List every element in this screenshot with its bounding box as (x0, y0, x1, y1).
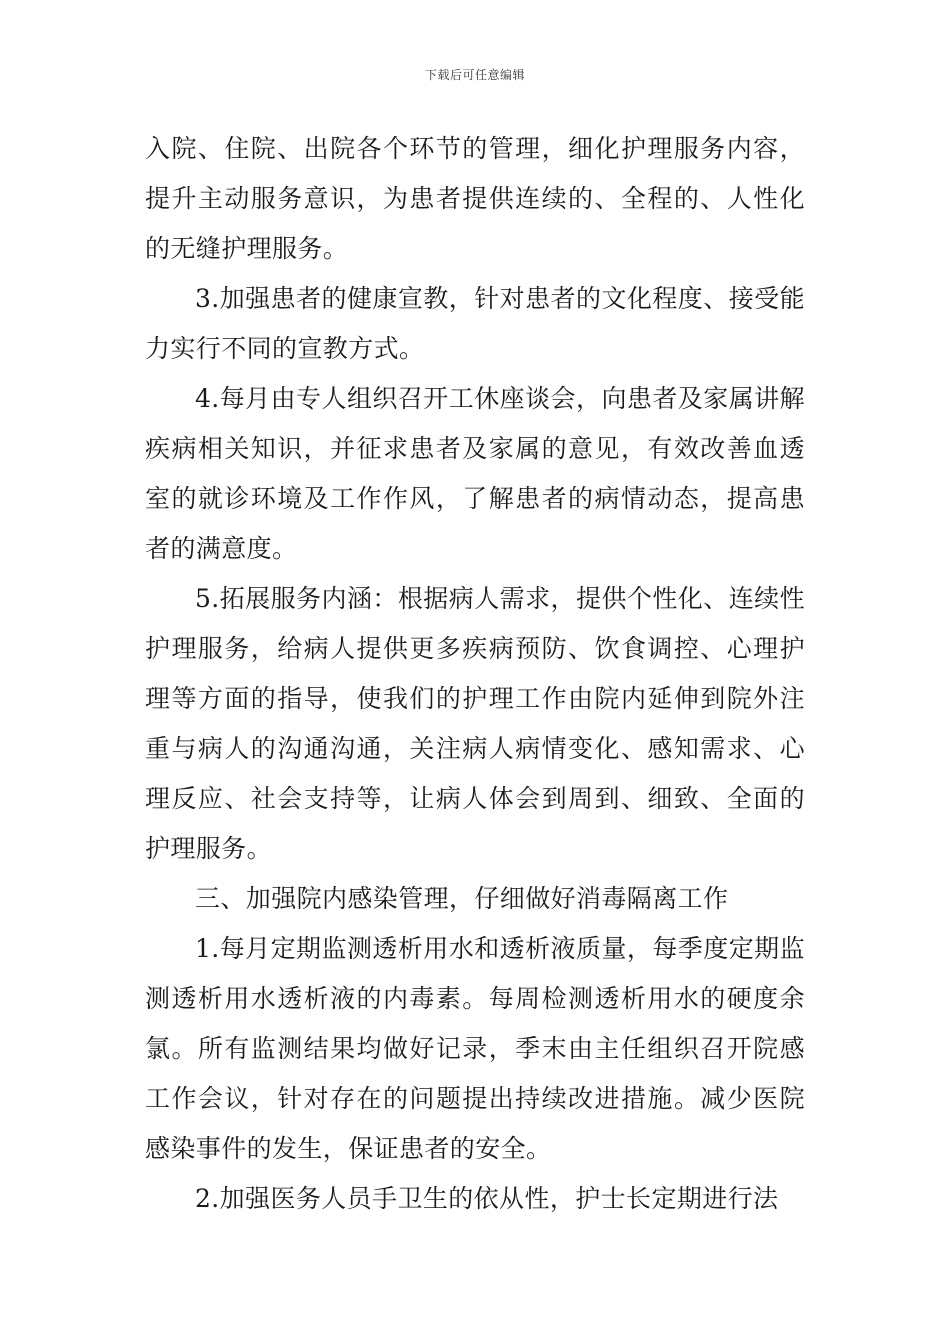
paragraph-4: 5.拓展服务内涵：根据病人需求，提供个性化、连续性护理服务，给病人提供更多疾病预防、饮食调控、心理护理等方面的指导，使我们的护理工作由院内延伸到院外注重与病人的沟通沟通，关注病人病情变化、感知需求、心理反应、社会支持等，让病人体会到周到、细致、全面的护理服务。 (145, 584, 805, 863)
document-body (145, 124, 805, 1224)
paragraph-5: 1.每月定期监测透析用水和透析液质量，每季度定期监测透析用水透析液的内毒素。每周检测透析用水的硬度余氯。所有监测结果均做好记录，季末由主任组织召开院感工作会议，针对存在的问题提出持续改进措施。减少医院感染事件的发生，保证患者的安全。 (145, 934, 805, 1163)
paragraph-2: 3.加强患者的健康宣教，针对患者的文化程度、接受能力实行不同的宣教方式。 (145, 284, 805, 363)
paragraph-6: 2.加强医务人员手卫生的依从性，护士长定期进行法 (195, 1184, 779, 1213)
section-heading: 三、加强院内感染管理，仔细做好消毒隔离工作 (195, 884, 729, 913)
paragraph-3: 4.每月由专人组织召开工休座谈会，向患者及家属讲解疾病相关知识，并征求患者及家属的意见，有效改善血透室的就诊环境及工作作风，了解患者的病情动态，提高患者的满意度。 (145, 384, 805, 563)
paragraph-1: 入院、住院、出院各个环节的管理，细化护理服务内容，提升主动服务意识，为患者提供连续的、全程的、人性化的无缝护理服务。 (145, 134, 805, 263)
page-header: 下载后可任意编辑 (424, 68, 525, 82)
